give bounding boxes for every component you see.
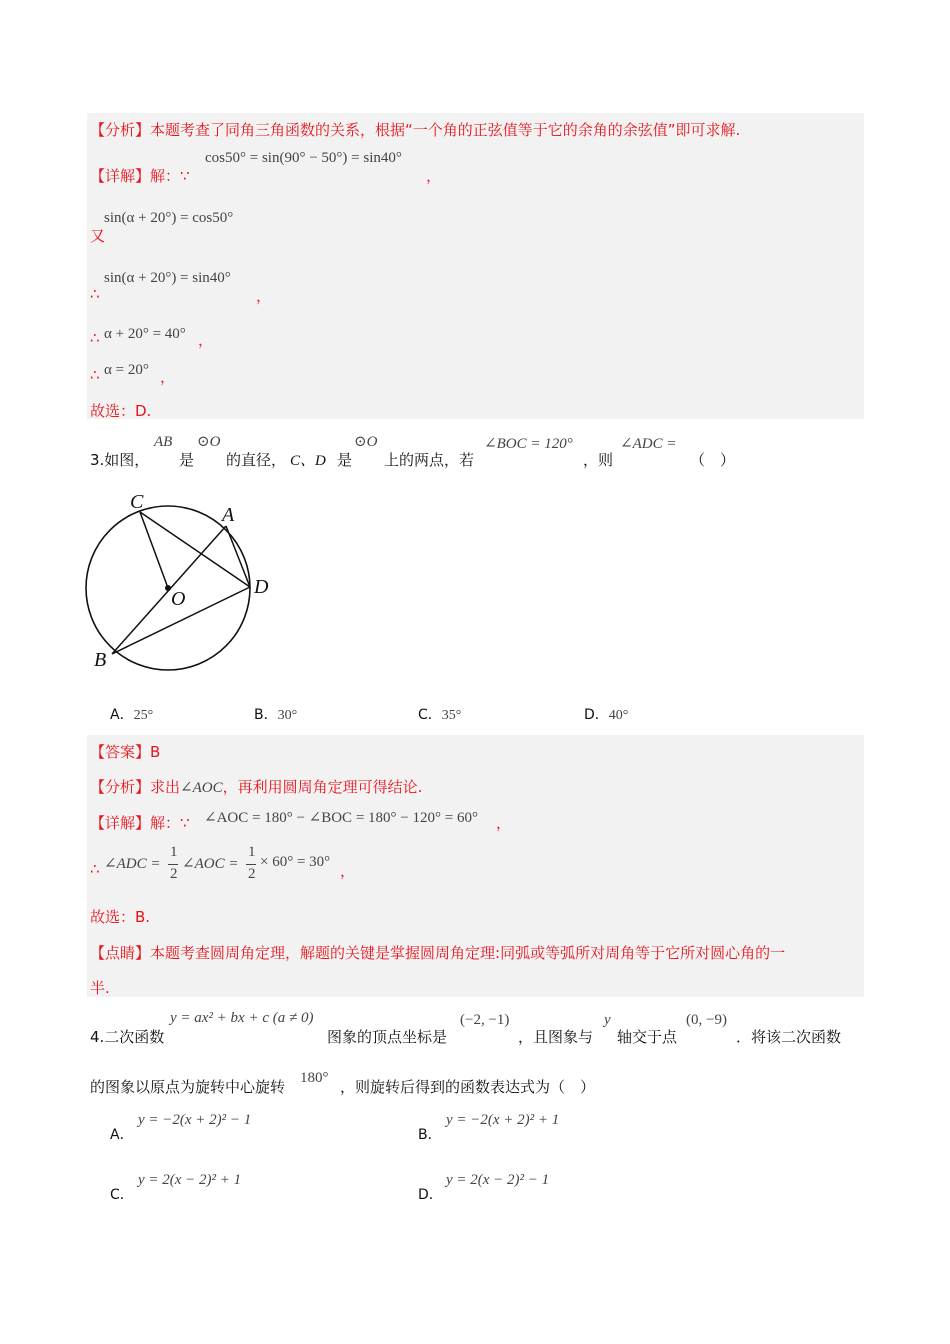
fraction-denominator: 2 [170,866,178,882]
q4-number: 4.二次函数 [90,1028,165,1046]
fraction-denominator: 2 [248,866,256,882]
label-a: A [222,504,235,526]
segment-cb [140,512,168,588]
therefore-symbol: ∴ [90,329,100,347]
option-value: 30° [277,708,298,723]
option-letter: C． [110,1187,134,1203]
tip-line-1 [90,942,785,963]
detail-line-2 [90,812,190,833]
q4-text-3: 轴交于点 [617,1028,678,1046]
q3-angle-boc: ∠BOC = 120° [484,436,573,452]
analysis-tag: 【分析】 [90,121,151,139]
comma: ， [160,368,176,386]
q4-line-2b: ，则旋转后得到的函数表达式为（ ） [340,1078,596,1096]
option-letter: B． [418,1127,442,1143]
q3-ab: AB [154,434,173,450]
tip-text-1: 本题考查圆周角定理，解题的关键是掌握圆周角定理:同弧或等弧所对周角等于它所对圆心角的一 [150,944,786,962]
q3-option-b[interactable] [254,704,297,724]
choose-line: 故选：D. [90,402,152,420]
q4-option-b[interactable] [418,1124,442,1144]
comma: ， [256,287,272,305]
q4-option-c-value: y = 2(x − 2)² + 1 [138,1172,242,1188]
q3-paren: （ ） [690,451,736,469]
analysis-line-2 [90,776,422,797]
circle-figure [78,486,278,676]
option-letter: B． [254,707,278,723]
option-letter: A． [110,1127,134,1143]
option-letter: A． [110,707,134,723]
q4-option-d-value: y = 2(x − 2)² − 1 [446,1172,550,1188]
q4-line-2a: 的图象以原点为旋转中心旋转 [90,1078,286,1096]
detail-lead: 解：∵ [150,167,190,185]
q3-shi: 是 [179,451,195,469]
eq-adc-part: ∠ADC = [104,856,161,872]
you-word: 又 [90,227,106,245]
equation-alpha: α = 20° [104,362,149,378]
analysis-text-b: ，再利用圆周角定理可得结论. [222,778,423,796]
q3-cd: C、D [290,453,326,469]
eq-result-part: × 60° = 30° [260,854,331,870]
equation-sin-alpha-sin: sin(α + 20°) = sin40° [104,270,231,286]
option-value: 40° [608,708,629,723]
equation-sin-alpha-cos: sin(α + 20°) = cos50° [104,210,234,226]
q3-number: 3.如图， [90,451,150,469]
fraction-bar [246,864,256,865]
answer-tag: 【答案】 [90,743,151,761]
q3-angle-adc: ∠ADC = [620,436,677,452]
detail-lead: 解：∵ [150,814,190,832]
fraction-numerator: 1 [170,844,178,860]
solution-block-1 [87,113,864,419]
option-value: 35° [441,708,462,723]
therefore-symbol: ∴ [90,285,100,303]
q4-option-c[interactable] [110,1184,134,1204]
q4-text-4: ．将该二次函数 [736,1028,842,1046]
q3-circle-o-2: ⊙O [354,434,378,450]
analysis-text: 本题考查了同角三角函数的关系，根据“一个角的正弦值等于它的余角的余弦值”即可求解. [150,121,741,139]
q3-points: 上的两点，若 [384,451,475,469]
q4-point: (0, −9) [686,1012,727,1028]
q3-option-a[interactable] [110,704,153,724]
q4-option-d[interactable] [418,1184,443,1204]
q4-text-1: 图象的顶点坐标是 [327,1028,448,1046]
q3-option-d[interactable] [584,704,628,724]
tip-line-2: 半. [90,979,110,997]
equation-alpha-plus: α + 20° = 40° [104,326,186,342]
detail-line-1 [90,165,190,186]
q4-option-a[interactable] [110,1124,134,1144]
analysis-angle: ∠AOC [180,780,223,796]
label-c: C [130,491,144,513]
q4-func: y = ax² + bx + c (a ≠ 0) [170,1010,314,1026]
equation-aoc: ∠AOC = 180° − ∠BOC = 180° − 120° = 60° [204,810,478,826]
q4-vertex: (−2, −1) [460,1012,510,1028]
option-letter: D． [418,1187,443,1203]
q4-option-a-value: y = −2(x + 2)² − 1 [138,1112,252,1128]
analysis-line-1 [90,119,740,140]
q3-ze: ，则 [583,451,614,469]
option-value: 25° [133,708,154,723]
q3-option-c[interactable] [418,704,461,724]
analysis-tag: 【分析】 [90,778,151,796]
detail-tag: 【详解】 [90,814,151,832]
tip-tag: 【点睛】 [90,944,151,962]
segment-ad [226,526,250,587]
answer-line [90,741,160,762]
therefore-symbol: ∴ [90,366,100,384]
comma: ， [426,167,442,185]
q4-text-2: ，且图象与 [518,1028,594,1046]
label-b: B [94,649,107,671]
eq-aoc-part: ∠AOC = [182,856,239,872]
label-d: D [254,576,269,598]
label-o: O [171,588,186,610]
answer-value: B [150,743,161,761]
therefore-symbol: ∴ [90,860,100,878]
choose-line: 故选：B. [90,908,151,926]
detail-tag: 【详解】 [90,167,151,185]
fraction-bar [168,864,178,865]
equation-cos50: cos50° = sin(90° − 50°) = sin40° [205,150,402,166]
option-letter: C． [418,707,442,723]
q4-option-b-value: y = −2(x + 2)² + 1 [446,1112,560,1128]
q3-circle-o: ⊙O [197,434,221,450]
comma: ， [496,814,512,832]
q4-y: y [604,1012,611,1028]
q4-deg: 180° [300,1070,329,1086]
q3-diameter: 的直径， [226,451,287,469]
comma: ， [198,331,214,349]
fraction-numerator: 1 [248,844,256,860]
analysis-text-a: 求出 [150,778,181,796]
option-letter: D． [584,707,609,723]
q3-shi2: 是 [337,451,353,469]
comma: ， [340,862,356,880]
